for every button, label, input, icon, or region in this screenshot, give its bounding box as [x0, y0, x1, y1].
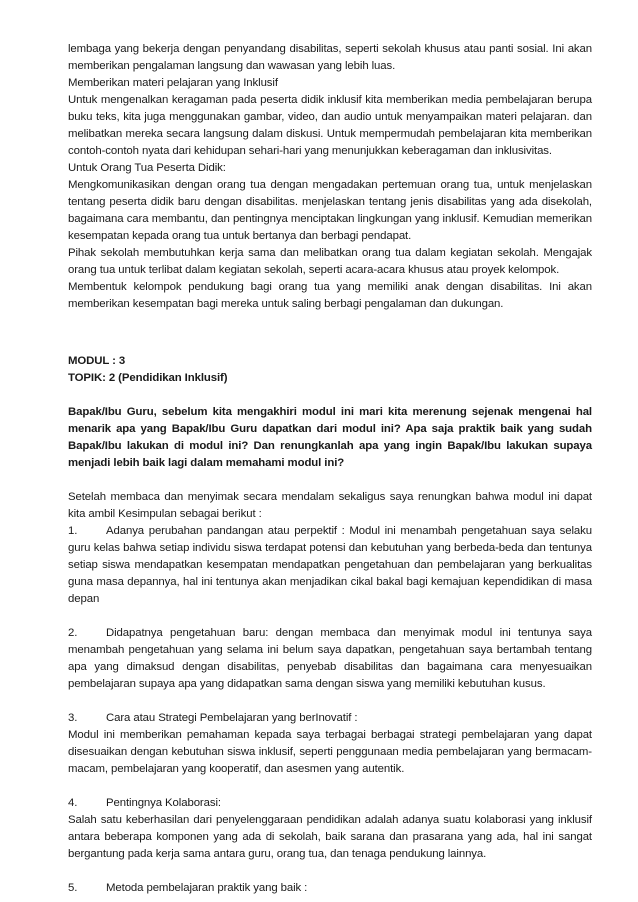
intro-paragraph-kelompok: Membentuk kelompok pendukung bagi orang tua yang memiliki anak dengan disabilitas. Ini akan memberikan kesempatan bagi mereka untuk saling berbagi pengalaman dan dukungan.: [68, 281, 592, 310]
point-2: [68, 625, 592, 693]
spacer: [68, 778, 592, 795]
intro-paragraph-materi: Untuk mengenalkan keragaman pada peserta didik inklusif kita memberikan media pembelajaran berupa buku teks, kita juga menggunakan gambar, video, dan audio untuk menyampaikan materi pelajaran. dan melibatkan mereka secara langsung dalam diskusi. Untuk mempermudah pembelajaran kita memberikan contoh-contoh nyata dari kehidupan sehari-hari yang menunjukkan keberagaman dan inklusivitas.: [68, 94, 592, 157]
point-number: 1.: [68, 525, 78, 537]
point-number: 5.: [68, 882, 78, 894]
point-4-heading: [68, 795, 592, 812]
point-4-body: Salah satu keberhasilan dari penyelenggaraan pendidikan adalah adanya suatu kolaborasi yang inklusif antara beberapa komponen yang ada di sekolah, baik sarana dan prasarana yang ada, hal ini sangat bergantung pada kerja sama antara guru, orang tua, dan tenaga pendukung lainnya.: [68, 814, 592, 860]
point-title: Cara atau Strategi Pembelajaran yang berInovatif :: [106, 712, 358, 724]
spacer: [68, 387, 592, 404]
reflection-question: Bapak/Ibu Guru, sebelum kita mengakhiri modul ini mari kita merenung sejenak mengenai hal menarik apa yang Bapak/Ibu Guru dapatkan dari modul ini? Apa saja praktik baik yang sudah Bapak/Ibu lakukan di modul ini? Dan renungkanlah apa yang ingin Bapak/Ibu lakukan supaya menjadi lebih baik lagi dalam memahami modul ini?: [68, 406, 592, 469]
point-title: Metoda pembelajaran praktik yang baik :: [106, 882, 308, 894]
point-body: Didapatnya pengetahuan baru: dengan membaca dan menyimak modul ini tentunya saya menambah pengetahuan yang selama ini belum saya dapatkan, pengetahuan saya bertambah tentang apa yang dimaksud dengan disabilitas, penyebab disabilitas dan bagaimana cara menyesuaikan pembelajaran supaya apa yang didapatkan sama dengan siswa yang memiliki kebutuhan kusus.: [68, 627, 592, 690]
module-title: MODUL : 3: [68, 355, 126, 367]
intro-heading-orang-tua: Untuk Orang Tua Peserta Didik:: [68, 162, 226, 174]
intro-paragraph-1: lembaga yang bekerja dengan penyandang disabilitas, seperti sekolah khusus atau panti sosial. Ini akan memberikan pengalaman langsung dan wawasan yang lebih luas.: [68, 43, 592, 72]
intro-heading-materi: Memberikan materi pelajaran yang Inklusif: [68, 77, 278, 89]
point-3-heading: [68, 710, 592, 727]
spacer: [68, 693, 592, 710]
intro-paragraph-kerja-sama: Pihak sekolah membutuhkan kerja sama dan melibatkan orang tua dalam kegiatan sekolah. Mengajak orang tua untuk terlibat dalam kegiatan sekolah, seperti acara-acara khusus atau proyek kelompok.: [68, 247, 592, 276]
spacer: [68, 863, 592, 880]
spacer: [68, 313, 592, 353]
point-body: Adanya perubahan pandangan atau perpektif : Modul ini menambah pengetahuan saya selaku guru kelas bahwa setiap individu siswa terdapat potensi dan kebutuhan yang berbeda-beda dan tentunya setiap siswa mendapatkan kesempatan mendapatkan pengetahuan dan pembelajaran yang berkualitas guna masa depannya, hal ini tentunya akan menjadikan cikal bakal bagi kemajuan kependidikan di masa depan: [68, 525, 592, 605]
point-1: [68, 523, 592, 608]
module-topic: TOPIK: 2 (Pendidikan Inklusif): [68, 372, 228, 384]
point-title: Pentingnya Kolaborasi:: [106, 797, 221, 809]
spacer: [68, 472, 592, 489]
spacer: [68, 608, 592, 625]
conclusion-lead: Setelah membaca dan menyimak secara mendalam sekaligus saya renungkan bahwa modul ini dapat kita ambil Kesimpulan sebagai berikut :: [68, 491, 592, 520]
point-number: 3.: [68, 712, 78, 724]
point-number: 4.: [68, 797, 78, 809]
intro-paragraph-komunikasi: Mengkomunikasikan dengan orang tua dengan mengadakan pertemuan orang tua, untuk menjelaskan tentang peserta didik baru dengan disabilitas. menjelaskan tentang jenis disabilitas yang ada disekolah, bagaimana cara membantu, dan pentingnya menciptakan lingkungan yang inklusif. Kemudian memerikan kesempatan kepada orang tua untuk bertanya dan berbagi pendapat.: [68, 179, 592, 242]
point-3-body: Modul ini memberikan pemahaman kepada saya terbagai berbagai strategi pembelajaran yang dapat disesuaikan dengan kebutuhan siswa inklusif, seperti penggunaan media pembelajaran yang bermacam-macam, pembelajaran yang kooperatif, dan asesmen yang autentik.: [68, 729, 592, 775]
point-5-heading: [68, 880, 592, 897]
point-number: 2.: [68, 627, 78, 639]
